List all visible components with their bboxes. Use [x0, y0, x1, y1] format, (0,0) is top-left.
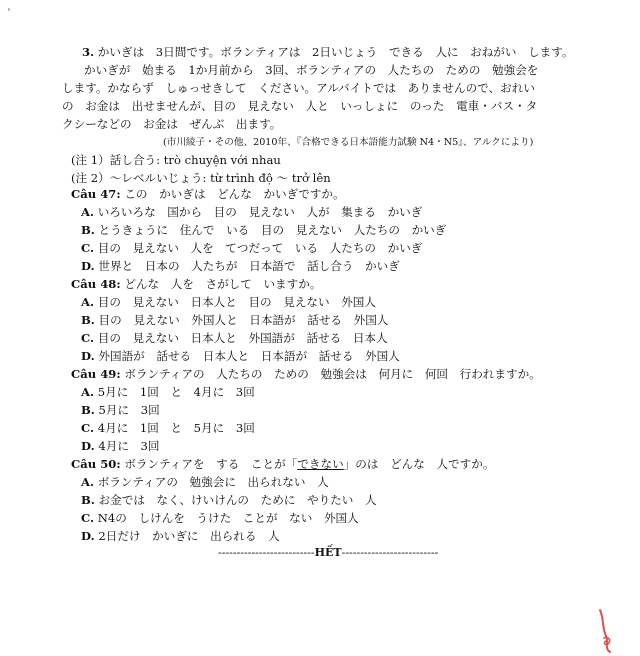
passage-line-3: します。かならず しゅっせきして ください。アルバイトでは ありませんので、おれい: [62, 81, 535, 95]
q47-option-b: B. とうきょうに 住んで いる 目の 見えない 人たちの かいぎ: [81, 223, 447, 237]
q49-option-b: B. 5月に 3回: [81, 403, 160, 417]
q47-option-a: A. いろいろな 国から 目の 見えない 人が 集まる かいぎ: [81, 205, 423, 219]
question-47: Câu 47: この かいぎは どんな かいぎですか。: [71, 187, 345, 201]
passage-line-5: クシーなどの お金は ぜんぶ 出ます。: [62, 117, 282, 131]
q50-option-d: D. 2日だけ かいぎに 出られる 人: [81, 529, 280, 543]
question-49: Câu 49: ボランティアの 人たちの ための 勉強会は 何月に 何回 行われますか。: [71, 367, 541, 381]
passage-line-4: の お金は 出せませんが、目の 見えない 人と いっしょに のった 電車・バス・タ: [62, 99, 538, 113]
passage-number: 3.: [82, 45, 95, 59]
red-pen-mark-icon: [590, 608, 630, 654]
q50-option-b: B. お金では なく、けいけんの ために やりたい 人: [81, 493, 377, 507]
question-48: Câu 48: どんな 人を さがして いますか。: [71, 277, 322, 291]
scan-speck: [8, 8, 10, 11]
note-1: (注 1）話し合う: trò chuyện với nhau: [71, 153, 281, 167]
question-50: Câu 50: ボランティアを する ことが「できない」のは どんな 人ですか。: [71, 457, 495, 471]
q47-option-c: C. 目の 見えない 人を てつだって いる 人たちの かいぎ: [81, 241, 423, 255]
q50-option-a: A. ボランティアの 勉強会に 出られない 人: [81, 475, 329, 489]
q48-option-a: A. 目の 見えない 日本人と 目の 見えない 外国人: [81, 295, 376, 309]
passage-source: (市川綾子・その他、2010年、『合格できる日本語能力試験 N4・N5』、アルクにより): [163, 137, 534, 148]
underlined-word: できない: [297, 457, 344, 471]
q48-option-d: D. 外国語が 話せる 日本人と 日本語が 話せる 外国人: [81, 349, 400, 363]
q50-option-c: C. N4の しけんを うけた ことが ない 外国人: [81, 511, 359, 525]
q48-option-b: B. 目の 見えない 外国人と 日本語が 話せる 外国人: [81, 313, 389, 327]
end-marker: --------------------------HẾT--------------------------: [218, 546, 439, 559]
q49-option-c: C. 4月に 1回 と 5月に 3回: [81, 421, 255, 435]
note-2: (注 2）～レベルいじょう: từ trình độ ～ trở lên: [71, 171, 331, 185]
q48-option-c: C. 目の 見えない 日本人と 外国語が 話せる 日本人: [81, 331, 388, 345]
passage-line-1: 3. かいぎは 3日間です。ボランティアは 2日いじょう できる 人に おねがい します。: [82, 45, 574, 59]
q47-option-d: D. 世界と 日本の 人たちが 日本語で 話し合う かいぎ: [81, 259, 400, 273]
q49-option-d: D. 4月に 3回: [81, 439, 160, 453]
passage-line-2: かいぎが 始まる 1か月前から 3回、ボランティアの 人たちの ための 勉強会を: [84, 63, 539, 77]
q49-option-a: A. 5月に 1回 と 4月に 3回: [81, 385, 255, 399]
